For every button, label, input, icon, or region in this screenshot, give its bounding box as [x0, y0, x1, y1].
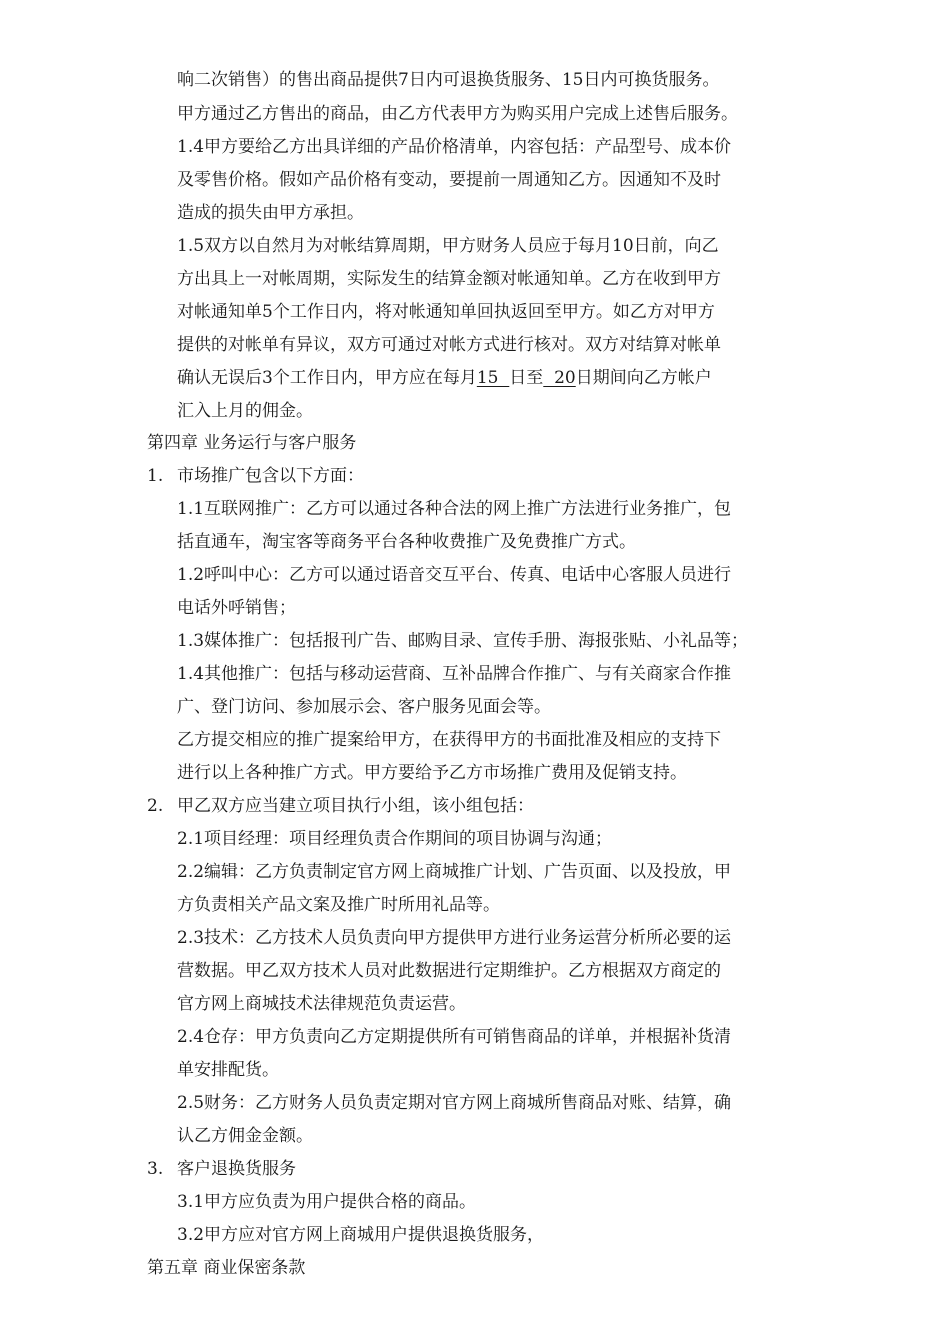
clause-2-5-line: 2.5财务：乙方财务人员负责定期对官方网上商城所售商品对账、结算，确 [177, 1093, 732, 1113]
clause-1-4-line: 1.4其他推广：包括与移动运营商、互补品牌合作推广、与有关商家合作推 [177, 664, 732, 684]
clause-2-3-line: 2.3技术：乙方技术人员负责向甲方提供甲方进行业务运营分析所必要的运 [177, 928, 732, 948]
paragraph-line-with-blanks [177, 366, 712, 390]
paragraph-line: 单安排配货。 [177, 1060, 279, 1080]
paragraph-line: 方出具上一对帐周期，实际发生的结算金额对帐通知单。乙方在收到甲方 [177, 269, 721, 289]
paragraph-line: 方负责相关产品文案及推广时所用礼品等。 [177, 895, 500, 915]
clause-3-2-line: 3.2甲方应对官方网上商城用户提供退换货服务， [177, 1225, 545, 1245]
section-1-heading: 市场推广包含以下方面： [177, 466, 364, 486]
list-number: 3. [147, 1159, 164, 1179]
clause-1-4-line: 1.4甲方要给乙方出具详细的产品价格清单，内容包括：产品型号、成本价 [177, 137, 732, 157]
fill-blank-start-day: 15 [476, 368, 510, 388]
section-2-heading: 甲乙双方应当建立项目执行小组，该小组包括： [177, 796, 534, 816]
clause-1-5-line: 1.5双方以自然月为对帐结算周期，甲方财务人员应于每月10日前，向乙 [177, 236, 719, 256]
text-segment: 日期间向乙方帐户 [575, 368, 712, 388]
paragraph-line: 对帐通知单5个工作日内，将对帐通知单回执返回至甲方。如乙方对甲方 [177, 302, 715, 322]
paragraph-line: 及零售价格。假如产品价格有变动，要提前一周通知乙方。因通知不及时 [177, 170, 721, 190]
chapter-5-heading: 第五章 商业保密条款 [147, 1258, 306, 1278]
fill-blank-end-day: 20 [543, 368, 576, 388]
clause-1-3-line: 1.3媒体推广：包括报刊广告、邮购目录、宣传手册、海报张贴、小礼品等； [177, 631, 749, 651]
paragraph-line: 提供的对帐单有异议，双方可通过对帐方式进行核对。双方对结算对帐单 [177, 335, 721, 355]
clause-1-1-line: 1.1互联网推广：乙方可以通过各种合法的网上推广方法进行业务推广，包 [177, 499, 732, 519]
clause-2-4-line: 2.4仓存：甲方负责向乙方定期提供所有可销售商品的详单，并根据补货清 [177, 1027, 732, 1047]
text-segment: 日至 [509, 368, 544, 388]
paragraph-line: 电话外呼销售； [177, 598, 296, 618]
paragraph-line: 乙方提交相应的推广提案给甲方，在获得甲方的书面批准及相应的支持下 [177, 730, 721, 750]
list-number: 2. [147, 796, 164, 816]
paragraph-line: 官方网上商城技术法律规范负责运营。 [177, 994, 466, 1014]
paragraph-line: 广、登门访问、参加展示会、客户服务见面会等。 [177, 697, 551, 717]
clause-3-1-line: 3.1甲方应负责为用户提供合格的商品。 [177, 1192, 477, 1212]
paragraph-line: 括直通车，淘宝客等商务平台各种收费推广及免费推广方式。 [177, 532, 636, 552]
clause-2-2-line: 2.2编辑：乙方负责制定官方网上商城推广计划、广告页面、以及投放，甲 [177, 862, 732, 882]
text-segment: 确认无误后3个工作日内，甲方应在每月 [177, 368, 477, 388]
paragraph-line: 营数据。甲乙双方技术人员对此数据进行定期维护。乙方根据双方商定的 [177, 961, 721, 981]
section-3-heading: 客户退换货服务 [177, 1159, 296, 1179]
paragraph-line: 甲方通过乙方售出的商品，由乙方代表甲方为购买用户完成上述售后服务。 [177, 104, 738, 124]
paragraph-line: 认乙方佣金金额。 [177, 1126, 313, 1146]
clause-1-2-line: 1.2呼叫中心：乙方可以通过语音交互平台、传真、电话中心客服人员进行 [177, 565, 732, 585]
chapter-4-heading: 第四章 业务运行与客户服务 [147, 433, 357, 453]
clause-2-1-line: 2.1项目经理：项目经理负责合作期间的项目协调与沟通； [177, 829, 613, 849]
list-number: 1. [147, 466, 164, 486]
paragraph-line: 汇入上月的佣金。 [177, 401, 313, 421]
paragraph-line: 造成的损失由甲方承担。 [177, 203, 364, 223]
paragraph-line: 进行以上各种推广方式。甲方要给予乙方市场推广费用及促销支持。 [177, 763, 687, 783]
paragraph-line: 响二次销售）的售出商品提供7日内可退换货服务、15日内可换货服务。 [177, 70, 720, 90]
